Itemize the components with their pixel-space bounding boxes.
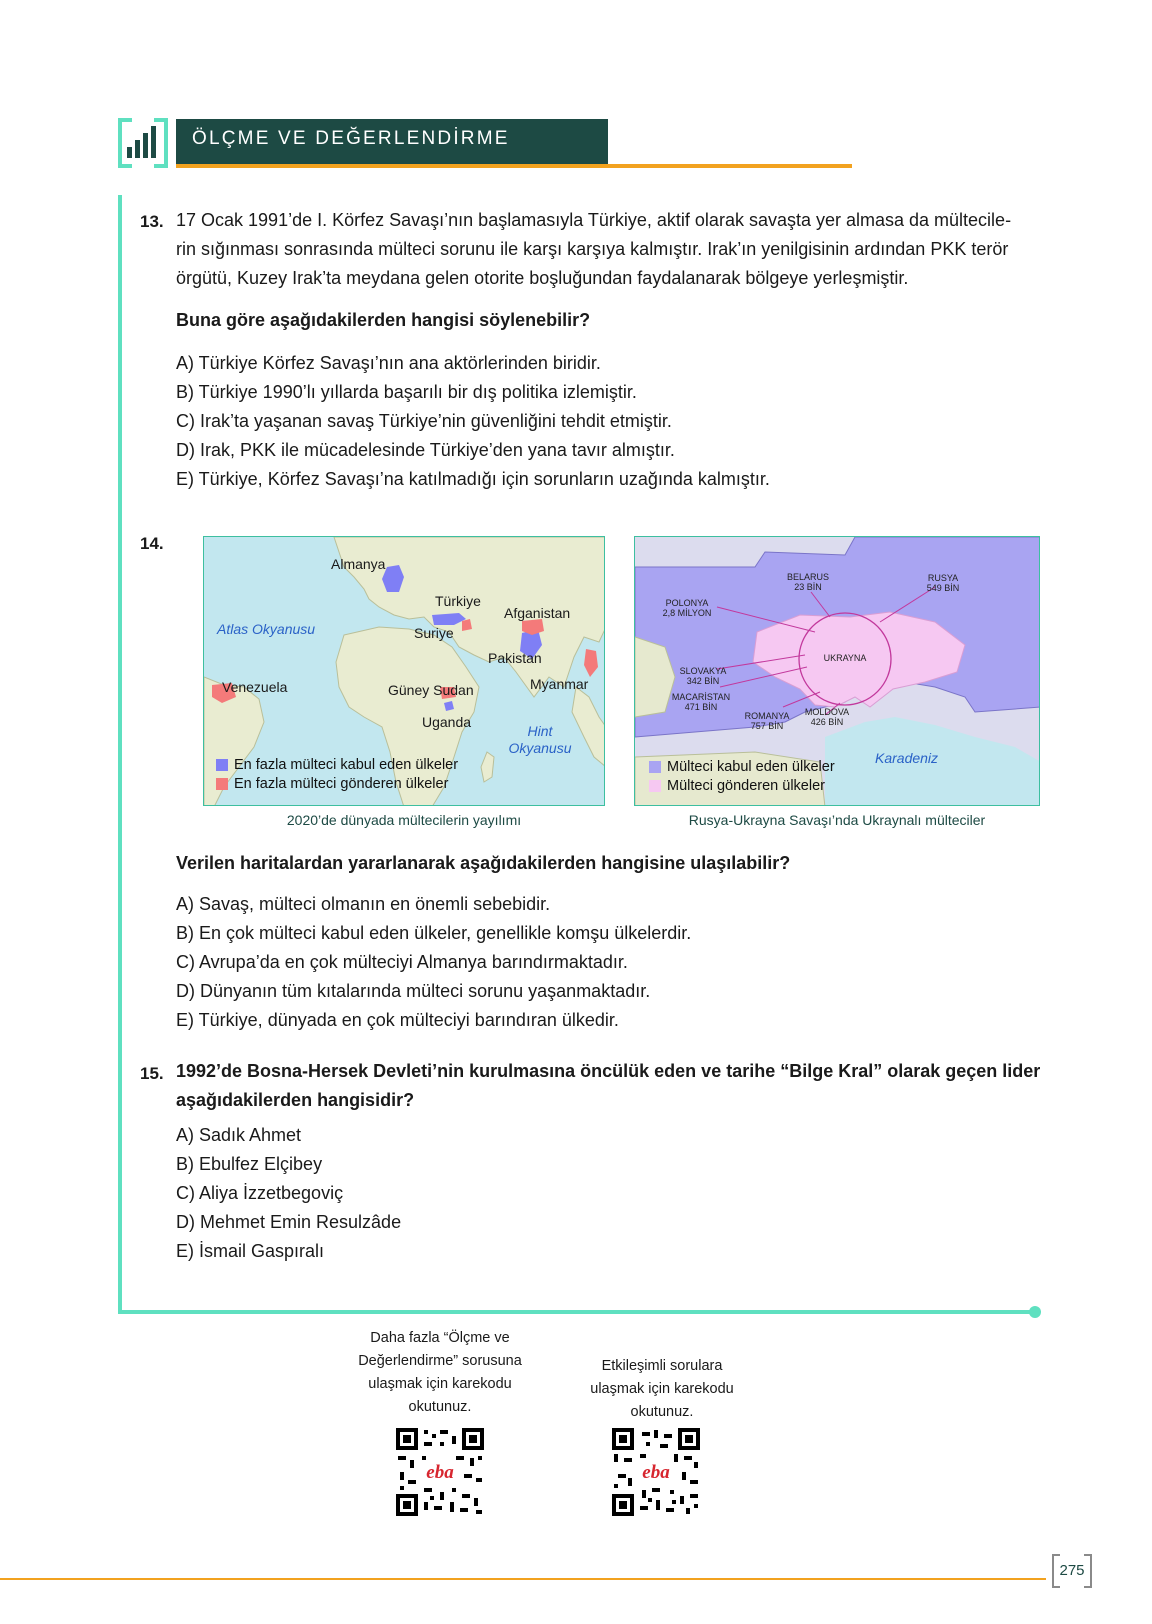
- frame-left-border: [118, 195, 122, 1314]
- label-name: POLONYA: [665, 598, 709, 608]
- map-label-turkiye: Türkiye: [435, 593, 481, 609]
- map-label-almanya: Almanya: [331, 556, 386, 572]
- question-14-option-d[interactable]: D) Dünyanın tüm kıtalarında mülteci sorunu yaşanmaktadır.: [176, 981, 651, 1001]
- map-label-moldova: [803, 707, 851, 727]
- map-label-pakistan: Pakistan: [488, 650, 542, 666]
- map-label-guney-sudan: Güney Sudan: [388, 682, 474, 698]
- ukraine-refugee-map: [634, 536, 1040, 806]
- text-line: 1992’de Bosna-Hersek Devleti’nin kurulmasına öncülük eden ve tarihe “Bilge Kral” olarak geçen lider: [176, 1061, 1041, 1081]
- question-14-option-b[interactable]: B) En çok mülteci kabul eden ülkeler, genellikle komşu ülkelerdir.: [176, 923, 692, 943]
- page-title: ÖLÇME VE DEĞERLENDİRME: [192, 128, 510, 149]
- qr-code-icon[interactable]: [396, 1428, 484, 1516]
- label-value: 342 BİN: [686, 676, 720, 686]
- label-value: 549 BİN: [926, 583, 960, 593]
- text-line: 17 Ocak 1991’de I. Körfez Savaşı’nın başlamasıyla Türkiye, aktif olarak savaşta yer almasa da mültecile-: [176, 210, 1012, 230]
- question-15-option-b[interactable]: B) Ebulfez Elçibey: [176, 1154, 323, 1174]
- eba-logo-text: eba: [642, 1462, 670, 1483]
- map-label-afganistan: Afganistan: [504, 605, 571, 621]
- map-label-suriye: Suriye: [414, 625, 454, 641]
- text-line: aşağıdakilerden hangisidir?: [176, 1090, 415, 1110]
- qr-left-caption: [330, 1327, 550, 1419]
- qr-code-icon[interactable]: [612, 1428, 700, 1516]
- question-14-option-a[interactable]: A) Savaş, mülteci olmanın en önemli sebebidir.: [176, 894, 551, 914]
- map-label-romanya: [741, 711, 793, 731]
- frame-end-dot: [1029, 1306, 1041, 1318]
- question-14-option-c[interactable]: C) Avrupa’da en çok mülteciyi Almanya barındırmaktadır.: [176, 952, 628, 972]
- legend-swatch-red: [216, 778, 228, 790]
- map-label-rusya: [921, 573, 965, 593]
- question-13-option-c[interactable]: C) Irak’ta yaşanan savaş Türkiye’nin güvenliğini tehdit etmiştir.: [176, 411, 672, 431]
- question-15-option-e[interactable]: E) İsmail Gaspıralı: [176, 1241, 325, 1261]
- footer-line: [0, 1578, 1046, 1580]
- legend-text: Mülteci gönderen ülkeler: [667, 778, 825, 794]
- map1-caption: 2020’de dünyada mültecilerin yayılımı: [286, 812, 522, 828]
- legend-swatch-blue: [216, 759, 228, 771]
- map1-legend-send: [216, 776, 448, 792]
- label-value: 426 BİN: [810, 717, 844, 727]
- legend-text: En fazla mülteci gönderen ülkeler: [234, 776, 449, 792]
- map-label-hint-okyanusu: Hint Okyanusu: [508, 723, 572, 756]
- qr-right-caption: [552, 1355, 772, 1424]
- label-name: MACARİSTAN: [671, 692, 731, 702]
- question-13-text: [176, 206, 1044, 293]
- question-14-option-e[interactable]: E) Türkiye, dünyada en çok mülteciyi barındıran ülkedir.: [176, 1010, 619, 1030]
- map-label-venezuela: Venezuela: [222, 679, 288, 695]
- question-15-option-a[interactable]: A) Sadık Ahmet: [176, 1125, 302, 1145]
- label-name: SLOVAKYA: [679, 666, 727, 676]
- question-13-option-e[interactable]: E) Türkiye, Körfez Savaşı’na katılmadığı için sorunların uzağında kalmıştır.: [176, 469, 770, 489]
- map-label-belarus: [783, 572, 833, 592]
- caption-line: ulaşmak için karekodu: [590, 1381, 734, 1397]
- header-underline: [176, 164, 852, 168]
- text-line: örgütü, Kuzey Irak’ta meydana gelen otorite boşluğundan faydalanarak bölgeye yerleşmiştir.: [176, 268, 909, 288]
- question-13-number: 13.: [140, 212, 164, 231]
- question-15-option-c[interactable]: C) Aliya İzzetbegoviç: [176, 1183, 344, 1203]
- map-label-uganda: Uganda: [422, 714, 472, 730]
- map2-legend-send: [649, 778, 825, 794]
- question-15-option-d[interactable]: D) Mehmet Emin Resulzâde: [176, 1212, 402, 1232]
- map-label-atlas-okyanusu: Atlas Okyanusu: [217, 621, 316, 637]
- frame-bottom-border: [118, 1310, 1036, 1314]
- label-name: BELARUS: [786, 572, 830, 582]
- caption-line: ulaşmak için karekodu: [368, 1376, 512, 1392]
- legend-text: Mülteci kabul eden ülkeler: [667, 759, 835, 775]
- caption-line: Daha fazla “Ölçme ve: [370, 1330, 510, 1346]
- question-13-option-a[interactable]: A) Türkiye Körfez Savaşı’nın ana aktörlerinden biridir.: [176, 353, 601, 373]
- legend-swatch-pink: [649, 780, 661, 792]
- legend-swatch-lavender: [649, 761, 661, 773]
- eba-logo-text: eba: [426, 1462, 454, 1483]
- myanmar-region: [584, 649, 598, 677]
- question-14-number: 14.: [140, 534, 164, 553]
- bar-chart-icon: [118, 118, 168, 168]
- question-15-number: 15.: [140, 1064, 164, 1083]
- map-label-macaristan: [669, 692, 733, 712]
- question-13-option-d[interactable]: D) Irak, PKK ile mücadelesinde Türkiye’den yana tavır almıştır.: [176, 440, 675, 460]
- label-value: 757 BİN: [750, 721, 784, 731]
- map2-legend-receive: [649, 759, 835, 775]
- label-value: 471 BİN: [684, 702, 718, 712]
- text-line: rin sığınması sonrasında mülteci sorunu ile karşı karşıya kalmıştır. Irak’ın yenilgisinin ardından PKK terör: [176, 239, 1009, 259]
- caption-line: Etkileşimli sorulara: [601, 1358, 723, 1374]
- label-name: ROMANYA: [744, 711, 790, 721]
- map-label-polonya: [657, 598, 717, 618]
- legend-text: En fazla mülteci kabul eden ülkeler: [234, 757, 459, 773]
- map-label-slovakya: [679, 666, 727, 686]
- label-value: 23 BİN: [794, 582, 822, 592]
- world-refugee-map: [203, 536, 605, 806]
- map-label-myanmar: Myanmar: [530, 676, 589, 692]
- caption-line: Değerlendirme” sorusuna: [358, 1353, 522, 1369]
- label-name: RUSYA: [927, 573, 959, 583]
- caption-line: okutunuz.: [408, 1399, 472, 1415]
- map-label-ukrayna: UKRAYNA: [823, 653, 867, 663]
- page-number: 275: [1059, 1562, 1085, 1579]
- question-15-text: [176, 1057, 1044, 1115]
- map-label-karadeniz: Karadeniz: [875, 750, 939, 766]
- caption-line: okutunuz.: [630, 1404, 694, 1420]
- map1-legend-receive: [216, 757, 458, 773]
- question-14-prompt: Verilen haritalardan yararlanarak aşağıdakilerden hangisine ulaşılabilir?: [176, 853, 791, 873]
- label-name: MOLDOVA: [804, 707, 850, 717]
- label-value: 2,8 MİLYON: [662, 608, 712, 618]
- question-13-option-b[interactable]: B) Türkiye 1990’lı yıllarda başarılı bir dış politika izlemiştir.: [176, 382, 637, 402]
- map2-caption: Rusya-Ukrayna Savaşı’nda Ukraynalı mülteciler: [688, 812, 986, 828]
- question-13-prompt: Buna göre aşağıdakilerden hangisi söylenebilir?: [176, 310, 591, 330]
